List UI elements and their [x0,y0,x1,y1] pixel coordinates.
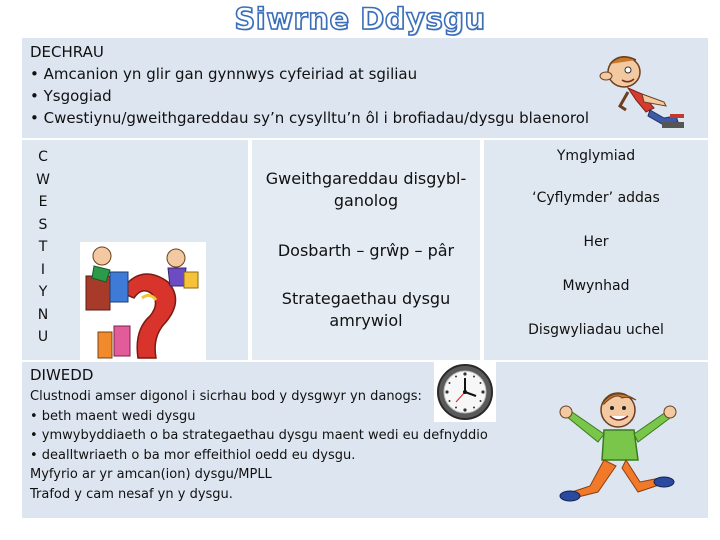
engagement-item: ‘Cyflymder’ addas [532,190,660,206]
end-line: • ymwybyddiaeth o ba strategaethau dysgu maent wedi eu defnyddio [30,428,488,443]
clock-icon [434,362,496,422]
engagement-item: Mwynhad [562,278,630,294]
cwestiynu-panel [22,140,248,360]
letter: S [38,216,48,233]
start-bullet: • Ysgogiad [30,87,112,105]
engagement-item: Ymglymiad [556,148,636,164]
end-line: Trafod y cam nesaf yn y dysgu. [30,486,233,502]
activities-panel [252,140,480,360]
letter: I [40,261,46,278]
runner-start-illustration [584,46,696,138]
reading-child-illustration [80,242,206,368]
letter: U [37,329,49,345]
activity-item: Strategaethau dysgu amrywiol [281,289,451,330]
end-line: • beth maent wedi dysgu [30,408,196,424]
letter: Y [38,284,48,300]
start-panel [22,38,708,138]
end-line: Myfyrio ar yr amcan(ion) dysgu/MPLL [30,467,272,482]
end-line: • dealltwriaeth o ba mor effeithiol oedd eu dysgu. [30,447,356,463]
start-bullet: • Amcanion yn glir gan gynnwys cyfeiriad at sgiliau [30,65,418,83]
vertical-word [22,146,64,349]
engagement-panel [484,140,708,360]
start-bullet: • Cwestiynu/gweithgareddau sy’n cysylltu’n ôl i brofiadau/dysgu blaenorol [30,109,590,127]
engagement-item: Disgwyliadau uchel [528,322,664,338]
end-panel [22,362,708,518]
page-title: Siwrne Ddysgu [234,2,486,36]
engagement-item: Her [583,234,609,250]
running-boy-illustration [542,382,692,514]
end-line: Clustnodi amser digonol i sicrhau bod y dysgwyr yn danogs: [30,389,422,404]
end-text [30,387,488,504]
letter: E [38,194,48,210]
start-text [30,41,589,129]
letter: C [38,149,48,165]
letter: W [36,171,50,188]
letter: N [37,306,49,323]
end-heading: DIWEDD [30,366,94,384]
activity-item: Gweithgareddau disgybl-ganolog [265,169,467,210]
letter: T [38,239,48,255]
start-heading: DECHRAU [30,43,104,61]
activity-item: Dosbarth – grŵp – pâr [277,241,455,260]
